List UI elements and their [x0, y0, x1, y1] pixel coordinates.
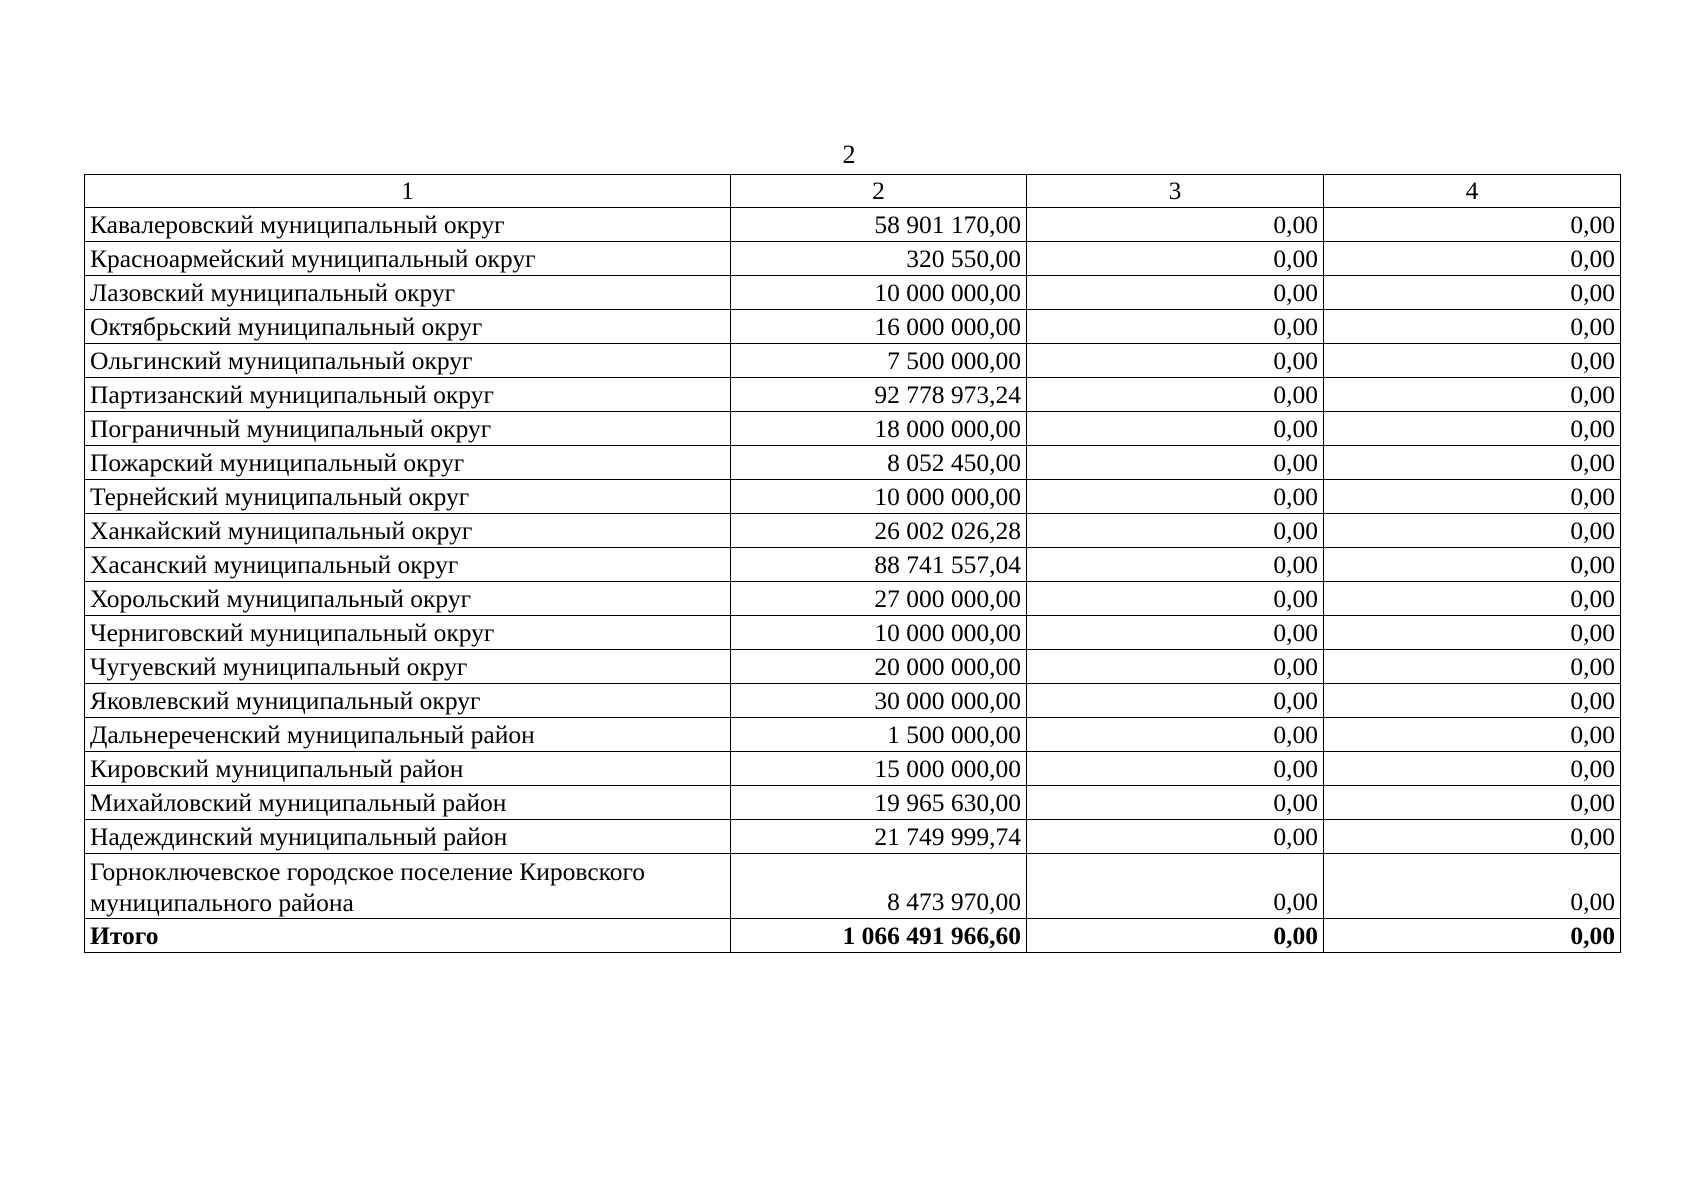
municipality-name: Чугуевский муниципальный округ	[85, 650, 731, 684]
amount-col3: 0,00	[1027, 514, 1324, 548]
amount-col3: 0,00	[1027, 310, 1324, 344]
column-header-3: 3	[1027, 175, 1324, 208]
amount-col3: 0,00	[1027, 650, 1324, 684]
amount-col4: 0,00	[1324, 378, 1621, 412]
amount-col2: 20 000 000,00	[731, 650, 1027, 684]
amount-col2: 16 000 000,00	[731, 310, 1027, 344]
amount-col2: 27 000 000,00	[731, 582, 1027, 616]
table-row	[85, 378, 1621, 412]
amount-col2: 30 000 000,00	[731, 684, 1027, 718]
amount-col4: 0,00	[1324, 242, 1621, 276]
municipality-name: Пограничный муниципальный округ	[85, 412, 731, 446]
amount-col4: 0,00	[1324, 616, 1621, 650]
amount-col4: 0,00	[1324, 854, 1621, 919]
amount-col4: 0,00	[1324, 820, 1621, 854]
amount-col4: 0,00	[1324, 786, 1621, 820]
amount-col2: 19 965 630,00	[731, 786, 1027, 820]
amount-col4: 0,00	[1324, 276, 1621, 310]
municipality-name: Хорольский муниципальный округ	[85, 582, 731, 616]
municipality-name: Красноармейский муниципальный округ	[85, 242, 731, 276]
amount-col4: 0,00	[1324, 752, 1621, 786]
amount-col3: 0,00	[1027, 582, 1324, 616]
amount-col2: 10 000 000,00	[731, 480, 1027, 514]
amount-col2: 10 000 000,00	[731, 276, 1027, 310]
page-number: 2	[842, 140, 856, 169]
amount-col4: 0,00	[1324, 582, 1621, 616]
total-col2: 1 066 491 966,60	[731, 919, 1027, 953]
table-row	[85, 242, 1621, 276]
amount-col4: 0,00	[1324, 548, 1621, 582]
amount-col4: 0,00	[1324, 310, 1621, 344]
table-row	[85, 514, 1621, 548]
municipality-name: Партизанский муниципальный округ	[85, 378, 731, 412]
amount-col4: 0,00	[1324, 344, 1621, 378]
amount-col3: 0,00	[1027, 480, 1324, 514]
amount-col3: 0,00	[1027, 412, 1324, 446]
amount-col3: 0,00	[1027, 378, 1324, 412]
amount-col3: 0,00	[1027, 820, 1324, 854]
amount-col2: 7 500 000,00	[731, 344, 1027, 378]
amount-col2: 8 473 970,00	[731, 854, 1027, 919]
table-row	[85, 684, 1621, 718]
municipality-name: Дальнереченский муниципальный район	[85, 718, 731, 752]
table-row	[85, 480, 1621, 514]
municipality-name: Тернейский муниципальный округ	[85, 480, 731, 514]
amount-col3: 0,00	[1027, 276, 1324, 310]
table-row	[85, 446, 1621, 480]
amount-col2: 18 000 000,00	[731, 412, 1027, 446]
table-row	[85, 412, 1621, 446]
amount-col3: 0,00	[1027, 752, 1324, 786]
table-row	[85, 548, 1621, 582]
municipality-name: Кавалеровский муниципальный округ	[85, 208, 731, 242]
amount-col3: 0,00	[1027, 208, 1324, 242]
table-row	[85, 786, 1621, 820]
amount-col4: 0,00	[1324, 684, 1621, 718]
municipality-name: Михайловский муниципальный район	[85, 786, 731, 820]
amount-col2: 21 749 999,74	[731, 820, 1027, 854]
amount-col4: 0,00	[1324, 412, 1621, 446]
table-row	[85, 208, 1621, 242]
table-row	[85, 276, 1621, 310]
amount-col2: 88 741 557,04	[731, 548, 1027, 582]
allocation-table	[84, 174, 1621, 953]
amount-col4: 0,00	[1324, 446, 1621, 480]
amount-col2: 58 901 170,00	[731, 208, 1027, 242]
amount-col3: 0,00	[1027, 718, 1324, 752]
amount-col4: 0,00	[1324, 480, 1621, 514]
municipality-name: Горноключевское городское поселение Кировского муниципального района	[85, 854, 731, 919]
column-header-4: 4	[1324, 175, 1621, 208]
amount-col3: 0,00	[1027, 344, 1324, 378]
municipality-name: Пожарский муниципальный округ	[85, 446, 731, 480]
amount-col2: 8 052 450,00	[731, 446, 1027, 480]
amount-col3: 0,00	[1027, 242, 1324, 276]
municipality-name: Черниговский муниципальный округ	[85, 616, 731, 650]
amount-col3: 0,00	[1027, 684, 1324, 718]
amount-col3: 0,00	[1027, 446, 1324, 480]
total-row	[85, 919, 1621, 953]
table-row	[85, 752, 1621, 786]
total-label: Итого	[85, 919, 731, 953]
municipality-name: Кировский муниципальный район	[85, 752, 731, 786]
table-row	[85, 344, 1621, 378]
table-row	[85, 616, 1621, 650]
table-row	[85, 650, 1621, 684]
total-col3: 0,00	[1027, 919, 1324, 953]
table-row	[85, 854, 1621, 919]
total-col4: 0,00	[1324, 919, 1621, 953]
amount-col4: 0,00	[1324, 650, 1621, 684]
municipality-name: Яковлевский муниципальный округ	[85, 684, 731, 718]
column-header-2: 2	[731, 175, 1027, 208]
municipality-name: Лазовский муниципальный округ	[85, 276, 731, 310]
table-row	[85, 718, 1621, 752]
amount-col2: 320 550,00	[731, 242, 1027, 276]
table-header-row	[85, 175, 1621, 208]
amount-col2: 1 500 000,00	[731, 718, 1027, 752]
amount-col4: 0,00	[1324, 718, 1621, 752]
column-header-1: 1	[85, 175, 731, 208]
amount-col2: 92 778 973,24	[731, 378, 1027, 412]
amount-col2: 26 002 026,28	[731, 514, 1027, 548]
municipality-name: Хасанский муниципальный округ	[85, 548, 731, 582]
amount-col4: 0,00	[1324, 208, 1621, 242]
table-row	[85, 582, 1621, 616]
municipality-name: Октябрьский муниципальный округ	[85, 310, 731, 344]
amount-col3: 0,00	[1027, 548, 1324, 582]
amount-col3: 0,00	[1027, 854, 1324, 919]
amount-col2: 15 000 000,00	[731, 752, 1027, 786]
amount-col3: 0,00	[1027, 786, 1324, 820]
amount-col2: 10 000 000,00	[731, 616, 1027, 650]
municipality-name: Ханкайский муниципальный округ	[85, 514, 731, 548]
municipality-name: Ольгинский муниципальный округ	[85, 344, 731, 378]
table-row	[85, 310, 1621, 344]
municipality-name: Надеждинский муниципальный район	[85, 820, 731, 854]
amount-col4: 0,00	[1324, 514, 1621, 548]
table-row	[85, 820, 1621, 854]
amount-col3: 0,00	[1027, 616, 1324, 650]
